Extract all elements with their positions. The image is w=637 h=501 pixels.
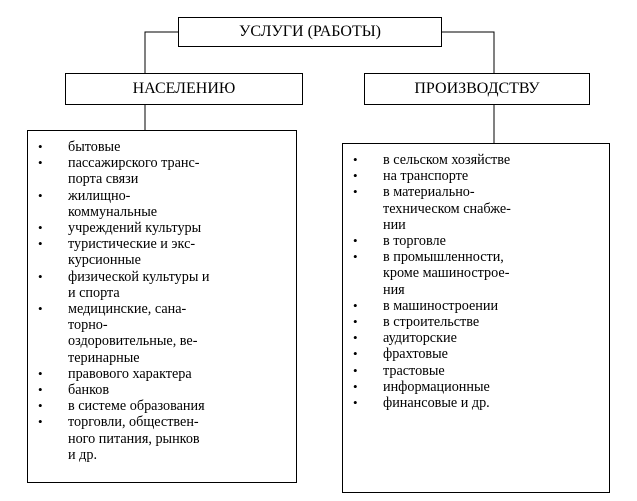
list-item (353, 298, 603, 314)
production-heading: ПРОИЗВОДСТВУ (414, 80, 540, 97)
list-item (38, 269, 290, 301)
list-item (353, 152, 603, 168)
bullet-icon: • (38, 139, 43, 154)
bullet-icon: • (353, 297, 358, 313)
list-item-text: в системе образования (68, 398, 205, 415)
list-item-text: на транспорте (383, 168, 469, 185)
list-item (38, 382, 290, 398)
production-heading-box (364, 73, 590, 105)
list-item-text: торговли, обществен- ного питания, рынков и др. (68, 414, 200, 463)
bullet-icon: • (38, 236, 43, 252)
list-item-text: пассажирского транс- порта связи (68, 155, 200, 188)
list-item (353, 379, 603, 395)
production-services-list-box (342, 143, 610, 493)
bullet-icon: • (353, 233, 358, 249)
list-item-text: банков (68, 382, 110, 399)
list-item (353, 314, 603, 330)
list-item (353, 330, 603, 346)
list-item-text: бытовые (68, 139, 121, 155)
list-item (38, 236, 290, 268)
connector-title-to-right (442, 32, 494, 73)
list-item-text: аудиторские (383, 330, 457, 347)
list-item-text: жилищно- коммунальные (68, 187, 158, 220)
bullet-icon: • (353, 346, 358, 362)
list-item (38, 155, 290, 187)
list-item-text: в сельском хозяйстве (383, 152, 511, 168)
bullet-icon: • (353, 168, 358, 184)
bullet-icon: • (353, 395, 358, 411)
services-title: УСЛУГИ (РАБОТЫ) (238, 23, 381, 40)
connector-title-to-left (145, 32, 178, 73)
bullet-icon: • (353, 152, 358, 167)
list-item-text: в строительстве (383, 314, 480, 331)
list-item (353, 363, 603, 379)
list-item-text: туристические и экс- курсионные (68, 236, 196, 269)
bullet-icon: • (353, 249, 358, 265)
list-item (38, 414, 290, 463)
list-item-text: в промышленности, кроме машинострое- ния (383, 249, 510, 298)
list-item (38, 301, 290, 366)
list-item (353, 168, 603, 184)
bullet-icon: • (353, 378, 358, 394)
list-item-text: правового характера (68, 365, 192, 382)
bullet-icon: • (38, 155, 43, 171)
bullet-icon: • (38, 398, 43, 414)
list-item (38, 398, 290, 414)
population-heading-box (65, 73, 303, 105)
bullet-icon: • (353, 362, 358, 378)
list-item-text: финансовые и др. (383, 395, 490, 412)
list-item-text: информационные (383, 378, 490, 395)
list-item (38, 188, 290, 220)
list-item (353, 346, 603, 362)
bullet-icon: • (38, 365, 43, 381)
bullet-icon: • (353, 314, 358, 330)
bullet-icon: • (38, 414, 43, 430)
list-item (38, 139, 290, 155)
bullet-icon: • (38, 301, 43, 317)
list-item (353, 233, 603, 249)
production-services-list (353, 152, 603, 411)
list-item-text: учреждений культуры (68, 220, 202, 237)
list-item (353, 249, 603, 298)
list-item-text: в машиностроении (383, 297, 499, 314)
population-services-list-box (27, 130, 297, 483)
bullet-icon: • (38, 220, 43, 236)
list-item-text: фрахтовые (383, 346, 448, 363)
population-services-list (38, 139, 290, 463)
bullet-icon: • (38, 187, 43, 203)
population-heading: НАСЕЛЕНИЮ (132, 80, 236, 97)
list-item-text: физической культуры и и спорта (68, 268, 210, 301)
list-item-text: трастовые (383, 362, 445, 379)
list-item-text: медицинские, сана- торно- оздоровительные, ве- теринарные (68, 301, 198, 366)
list-item (353, 395, 603, 411)
list-item-text: в торговле (383, 233, 446, 250)
bullet-icon: • (38, 382, 43, 398)
list-item (38, 366, 290, 382)
bullet-icon: • (353, 184, 358, 200)
bullet-icon: • (353, 330, 358, 346)
services-title-box (178, 17, 442, 47)
list-item-text: в материально- техническом снабже- нии (383, 184, 511, 233)
list-item (353, 184, 603, 233)
list-item (38, 220, 290, 236)
bullet-icon: • (38, 268, 43, 284)
